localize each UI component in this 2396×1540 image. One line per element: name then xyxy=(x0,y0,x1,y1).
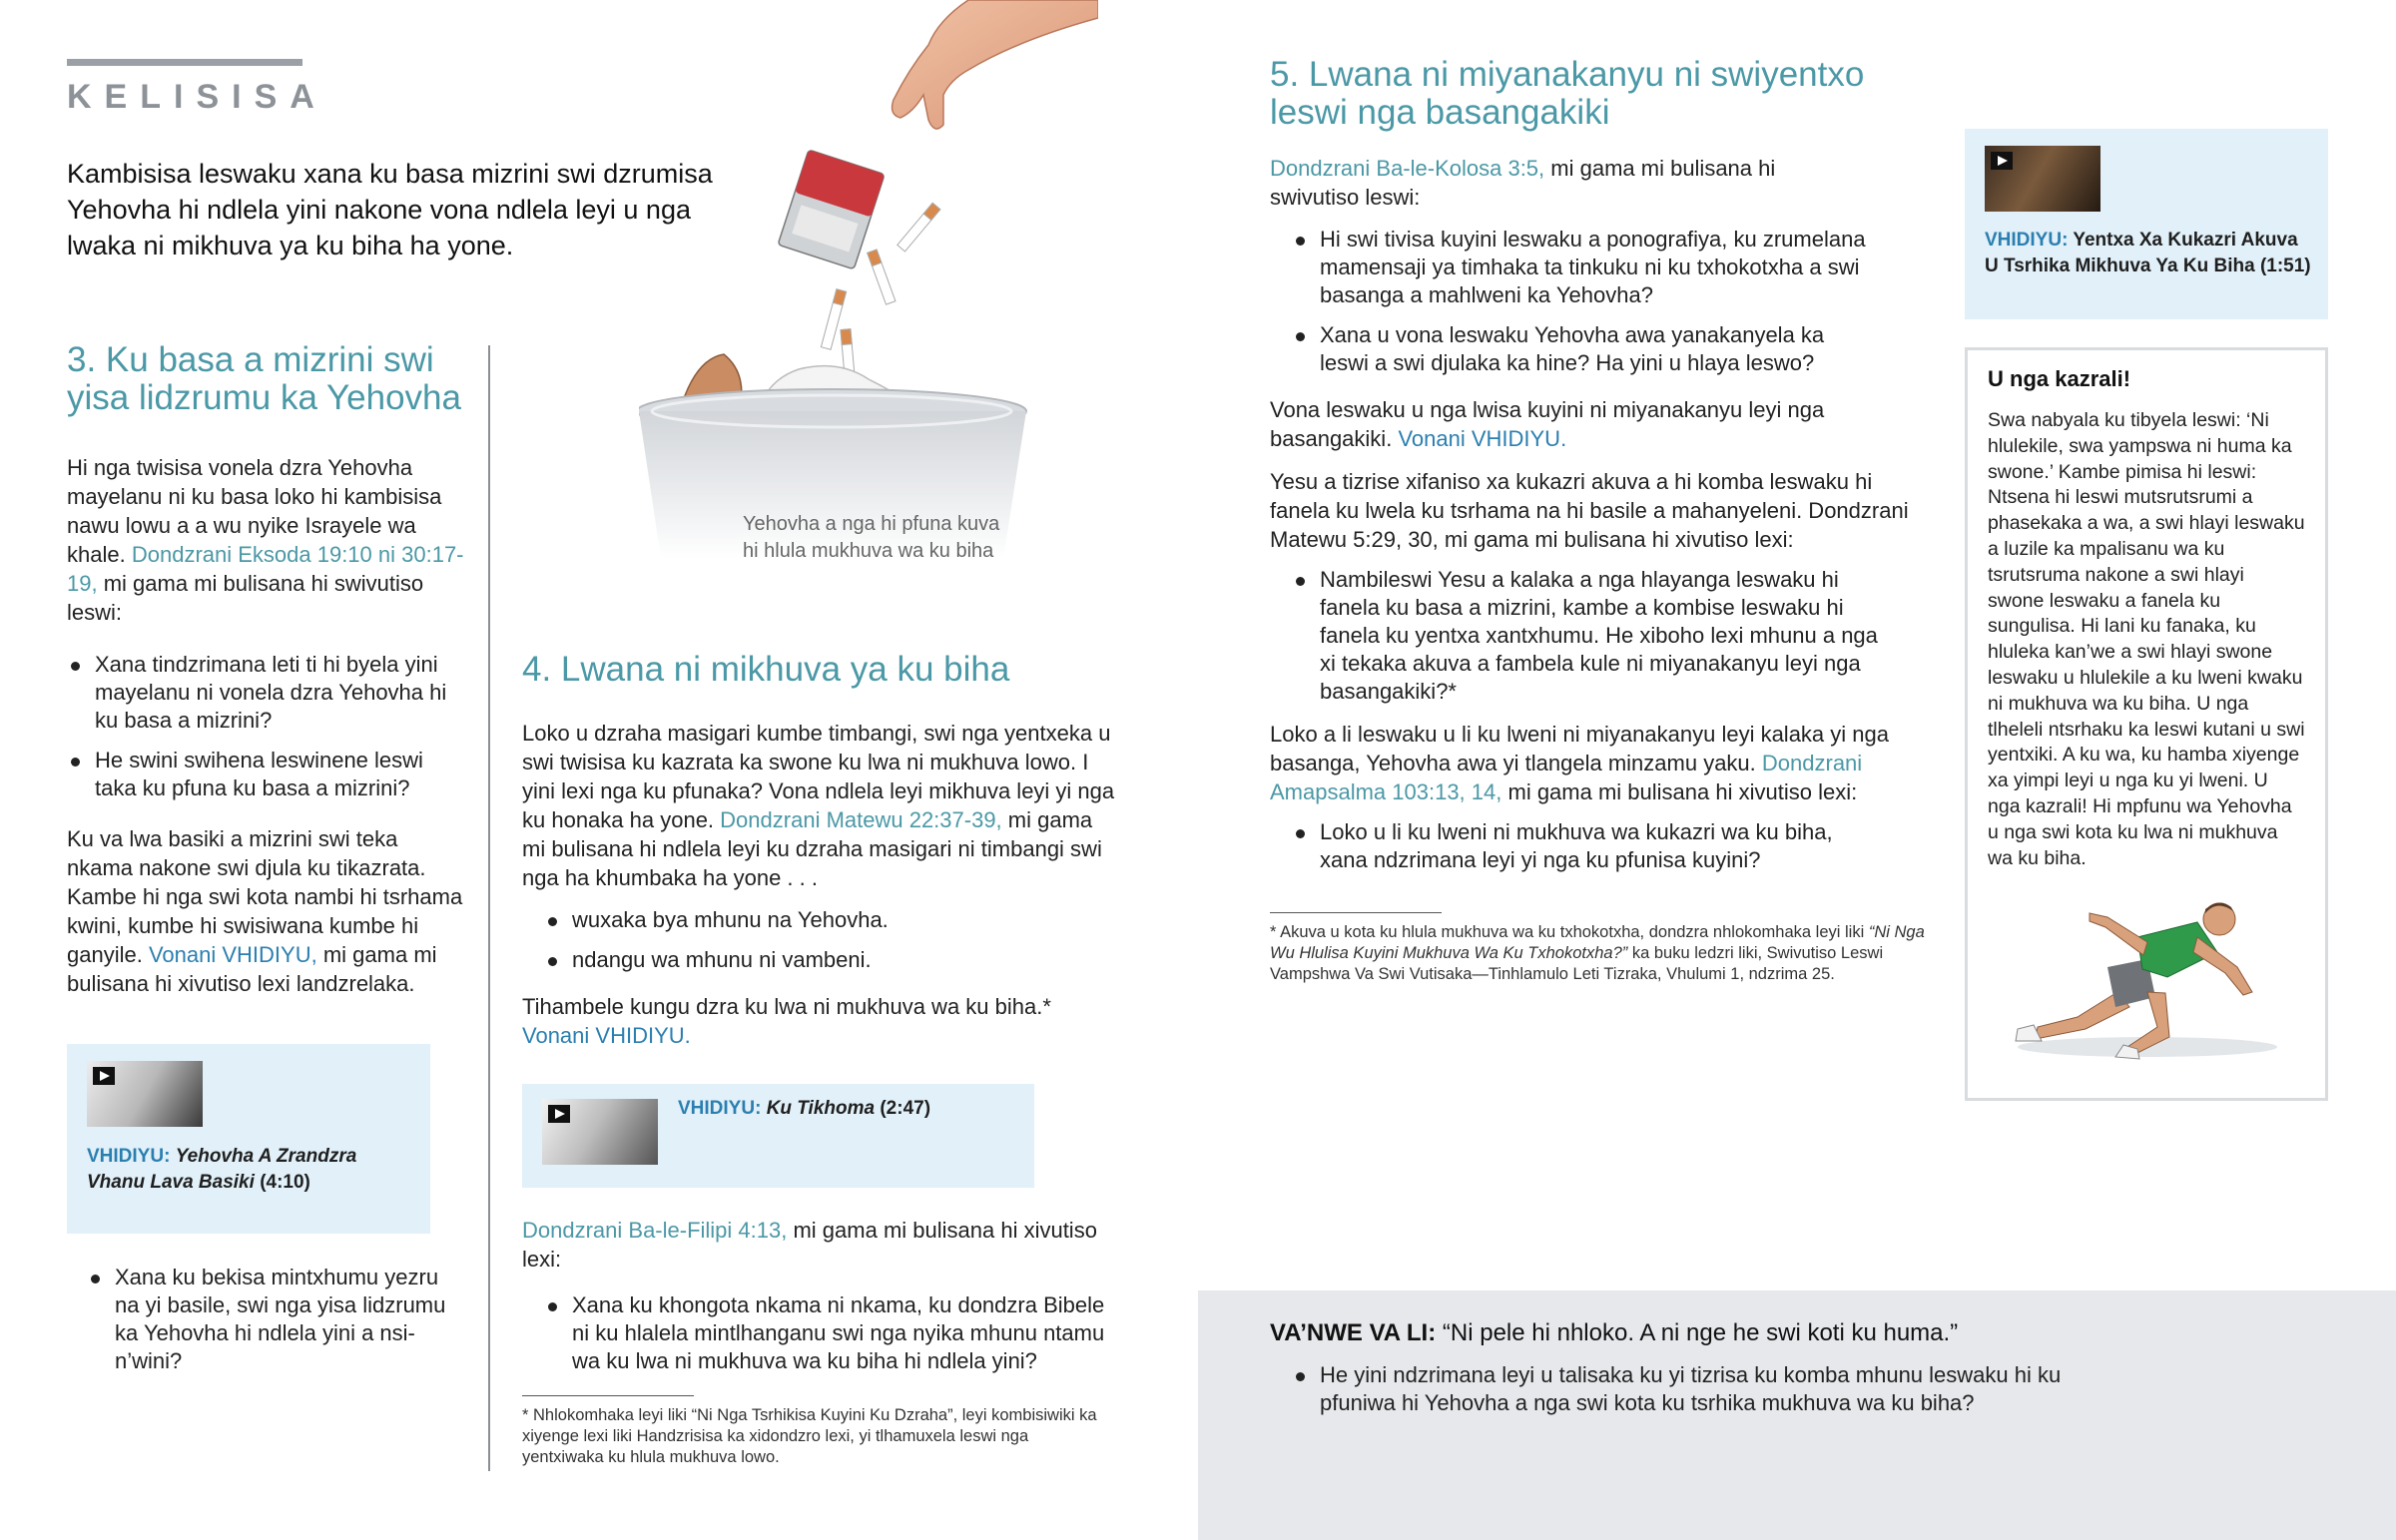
video-link[interactable]: Vonani VHIDIYU. xyxy=(1398,426,1567,451)
section-5-questions xyxy=(1270,226,1879,377)
section-4-footnote: * Nhlokomhaka leyi liki “Ni Nga Tsrhikisa Kuyini Ku Dzraha”, leyi kombisiwiki ka xiyenge lexi liki Handzrisisa ka xidondzro lexi, yi tlhamuxela leswi nga yentxiwaka ku hlula mukhuva lowo. xyxy=(522,1406,1097,1466)
section-4 xyxy=(522,651,1121,1050)
scripture-link-exodus[interactable]: Dondzrani Eksoda 19:10 ni 30:17-19, xyxy=(67,542,464,596)
video-link[interactable]: Vonani VHIDIYU. xyxy=(522,1023,691,1048)
section-4-title: 4. Lwana ni mikhuva ya ku biha xyxy=(522,650,1010,689)
video-thumbnail[interactable] xyxy=(87,1061,203,1127)
encouragement-text: Swa nabyala ku tibyela leswi: ‘Ni hlulekile, swa yampswa ni huma ka swone.’ Kambe pimisa hi leswi: Ntsena hi leswi mutsrutsrumi a phasekaka a wa, a swi hlayi leswaku a luzile ka mpalisanu wa ku tsrutsruma nakone a swi hlayi swone leswaku a fanela ku sungulisa. Hi lani ku fanaka, ku hluleka kan’we a swi hlayi swone leswaku u hlulekile a ku lweni kwaku ni mukhuva wa ku biha. U nga tlheleli ntsrhaku ka leswi kutani u swi yentxiki. A ku wa, ku hamba xiyenge xa yimpi leyi u nga ku yi lweni. U nga kazrali! Hi mpfunu wa Yehovha u nga swi kota ku lwa ni mukhuva wa ku biha. xyxy=(1988,409,2305,869)
section-4-paragraph-1: Loko u dzraha masigari kumbe timbangi, swi nga yentxeka u swi twisisa ku kazrata ka swone ku lwa ni mukhuva lowo. I yini lexi nga ku pfunaka? Vona ndlela leyi mikhuva leyi yi nga ku honaka ha yone. Dondzrani Matewu 22:37-39, mi gama mi bulisana hi ndlela leyi ku dzraha masigari ni timbangi swi nga ha khumbaka ha yone . . . xyxy=(522,721,1115,890)
section-5-paragraph-3: Yesu a tizrise xifaniso xa kukazri akuva a hi komba leswaku hi fanela ku lwela ku tsrhama na hi basile a mahanyeleni. Dondzrani Matewu 5:29, 30, mi gama mi bulisana hi xivutiso lexi: xyxy=(1270,469,1909,552)
question-item: Hi swi tivisa kuyini leswaku a ponografiya, ku zrumelana mamensaji ya timhaka ta tinkuku ni ku txhokotxha a swi basanga a mahlweni ka Yehovha? xyxy=(1292,226,1879,309)
column-divider xyxy=(488,345,490,1471)
section-5-paragraph-4: Loko a li leswaku u li ku lweni ni miyanakanyu leyi kalaka yi nga basanga, Yehovha awa yi tlangela minzamu yaku. Dondzrani Amapsalma 103:13, 14, mi gama mi bulisana hi xivutiso lexi: xyxy=(1270,722,1889,804)
question-item: Xana tindzrimana leti ti hi byela yini mayelanu ni vonela dzra Yehovha hi ku basa a mizrini? xyxy=(67,651,466,735)
video-box-habits[interactable] xyxy=(1965,129,2328,319)
video-thumbnail[interactable] xyxy=(1985,146,2100,212)
video-box-clean-people[interactable] xyxy=(67,1044,430,1234)
video-title: VHIDIYU: Yentxa Xa Kukazri Akuva U Tsrhika Mikhuva Ya Ku Biha (1:51) xyxy=(1985,230,2311,276)
closing-quote-text: “Ni pele hi nhloko. A ni nge he swi koti ku huma.” xyxy=(1442,1319,1959,1346)
video-thumbnail[interactable] xyxy=(542,1099,658,1165)
scripture-link-matthew[interactable]: Dondzrani Matewu 22:37-39, xyxy=(720,807,1002,832)
intro-text: Kambisisa leswaku xana ku basa mizrini swi dzrumisa Yehovha hi ndlela yini nakone vona ndlela leyi u nga lwaka ni mikhuva ya ku biha ha yone. xyxy=(67,159,713,260)
section-5-footnote: * Akuva u kota ku hlula mukhuva wa ku txhokotxha, dondzra nhlokomhaka leyi liki “Ni Nga Wu Hlulisa Kuyini Mukhuva Wa Ku Txhokotxha?” ka buku ledzri liki, Swivutiso Leswi Vampshwa Va Swi Vutisaka—Tinhlamulo Leti Tizraka, Vhulumi 1, ndzrima 25. xyxy=(1270,923,1925,983)
question-item: Nambileswi Yesu a kalaka a nga hlayanga leswaku hi fanela ku basa a mizrini, kambe a kombise leswaku hi fanela ku yentxa xantxhumu. He xiboho lexi mhunu a nga xi tekaka akuva a fambela kule ni miyanakanyu leyi nga basangakiki?* xyxy=(1292,566,1889,706)
trash-illustration xyxy=(639,0,1098,559)
question-item: Xana u vona leswaku Yehovha awa yanakanyela ka leswi a swi djulaka ka hine? Ha yini u hlaya leswo? xyxy=(1292,321,1879,377)
footnote-rule xyxy=(1270,912,1442,913)
section-4-paragraph-2: Tihambele kungu dzra ku lwa ni mukhuva wa ku biha.* Vonani VHIDIYU. xyxy=(522,994,1051,1048)
section-5-paragraph-1: Dondzrani Ba-le-Kolosa 3:5, mi gama mi bulisana hi swivutiso leswi: xyxy=(1270,156,1776,210)
section-3-paragraph-2: Ku va lwa basiki a mizrini swi teka nkama nakone swi djula ku tikazrata. Kambe hi nga swi kota nambi hi tsrhama kwini, kumbe hi swisiwana kumbe hi ganyile. Vonani VHIDIYU, mi gama mi bulisana hi xivutiso lexi landzrelaka. xyxy=(67,826,463,996)
play-icon[interactable] xyxy=(548,1105,570,1123)
runner-illustration xyxy=(1998,897,2297,1067)
question-item: He yini ndzrimana leyi u talisaka ku yi tizrisa ku komba mhunu leswaku hi ku pfuniwa hi Yehovha a nga swi kota ku tsrhika mukhuva wa ku biha? xyxy=(1292,1361,2120,1417)
section-4-list xyxy=(522,906,1121,974)
question-item: He swini swihena leswinene leswi taka ku pfuna ku basa a mizrini? xyxy=(67,747,466,802)
illustration-caption-line1: Yehovha a nga hi pfuna kuva xyxy=(743,513,1000,535)
list-item: wuxaka bya mhunu na Yehovha. xyxy=(544,906,1121,934)
video-box-self-control[interactable] xyxy=(522,1084,1034,1188)
encouragement-box xyxy=(1965,347,2328,1101)
question-item: Loko u li ku lweni ni mukhuva wa kukazri wa ku biha, xana ndzrimana leyi yi nga ku pfunisa kuyini? xyxy=(1292,818,1869,874)
closing-questions xyxy=(1292,1361,2120,1429)
section-3-questions-2 xyxy=(87,1264,466,1387)
play-icon[interactable] xyxy=(93,1067,115,1085)
section-label: KELISISA xyxy=(67,78,327,116)
list-item: ndangu wa mhunu ni vambeni. xyxy=(544,946,1121,974)
scripture-link-philippians[interactable]: Dondzrani Ba-le-Filipi 4:13, xyxy=(522,1218,788,1243)
question-item: Xana ku bekisa mintxhumu yezru na yi basile, swi nga yisa lidzrumu ka Yehovha hi ndlela yini a nsi-n’wini? xyxy=(87,1264,466,1375)
section-5-questions-3 xyxy=(1270,818,1869,874)
section-5-title: 5. Lwana ni miyanakanyu ni swiyentxo leswi nga basangakiki xyxy=(1270,55,1865,132)
section-4-paragraph-3: Dondzrani Ba-le-Filipi 4:13, mi gama mi bulisana hi xivutiso lexi: xyxy=(522,1218,1097,1272)
footnote-rule xyxy=(522,1395,694,1396)
section-3-title: 3. Ku basa a mizrini swi yisa lidzrumu ka Yehovha xyxy=(67,340,461,417)
section-3 xyxy=(67,341,466,998)
header-rule xyxy=(67,59,302,66)
video-title: VHIDIYU: Yehovha A Zrandzra Vhanu Lava Basiki (4:10) xyxy=(87,1146,357,1193)
closing-label: VA’NWE VA LI: xyxy=(1270,1319,1437,1346)
play-icon[interactable] xyxy=(1991,152,2013,170)
scripture-link-colossians[interactable]: Dondzrani Ba-le-Kolosa 3:5, xyxy=(1270,156,1545,181)
video-title: VHIDIYU: Ku Tikhoma (2:47) xyxy=(678,1098,931,1119)
scripture-link-psalms[interactable]: Dondzrani Amapsalma 103:13, 14, xyxy=(1270,751,1863,804)
section-3-paragraph-1: Hi nga twisisa vonela dzra Yehovha mayelanu ni ku basa loko hi kambisisa nawu lowu a a wu nyike Israyele wa khale. Dondzrani Eksoda 19:10 ni 30:17-19, mi gama mi bulisana hi swivutiso leswi: xyxy=(67,455,464,625)
question-item: Xana ku khongota nkama ni nkama, ku dondzra Bibele ni ku hlalela mintlhanganu swi nga nyika mhunu ntamu wa ku lwa ni mukhuva wa ku biha hi ndlela yini? xyxy=(544,1291,1121,1375)
section-5-questions-2 xyxy=(1270,566,1889,706)
closing-quote xyxy=(1270,1317,2268,1349)
encouragement-title: U nga kazrali! xyxy=(1988,366,2131,391)
section-5 xyxy=(1270,56,1919,886)
video-link[interactable]: Vonani VHIDIYU, xyxy=(148,942,317,967)
section-5-paragraph-2: Vona leswaku u nga lwisa kuyini ni miyanakanyu leyi nga basangakiki. Vonani VHIDIYU. xyxy=(1270,397,1825,451)
illustration-caption-line2: hi hlula mukhuva wa ku biha xyxy=(743,540,994,562)
section-4-continued xyxy=(522,1216,1121,1387)
section-4-questions xyxy=(522,1291,1121,1375)
section-3-questions xyxy=(67,651,466,802)
